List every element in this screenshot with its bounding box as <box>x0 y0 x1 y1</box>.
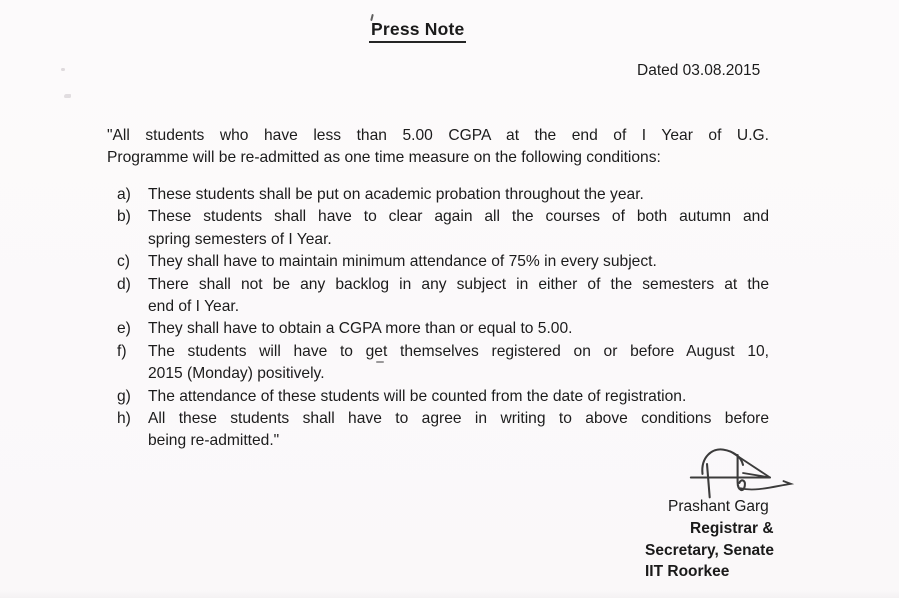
scan-edge-shadow <box>0 590 899 598</box>
condition-letter: h) <box>117 410 131 428</box>
signatory-organization: IIT Roorkee <box>645 563 730 580</box>
signatory-name: Prashant Garg <box>668 498 769 515</box>
signatory-role: Registrar & <box>690 520 774 537</box>
condition-letter: a) <box>117 186 131 203</box>
condition-line: There shall not be any backlog in any subject in either of the semesters at the <box>148 275 769 293</box>
condition-line: These students shall have to clear again all the courses of both autumn and <box>148 208 769 226</box>
scan-artifact <box>64 94 71 98</box>
conditions-list <box>117 184 769 453</box>
condition-item-f <box>117 341 769 386</box>
condition-line: They shall have to obtain a CGPA more than or equal to 5.00. <box>148 320 573 338</box>
handwritten-signature <box>686 446 800 500</box>
condition-item-g <box>117 386 769 408</box>
condition-line: 2015 (Monday) positively. <box>148 365 325 383</box>
condition-line: end of I Year. <box>148 298 240 316</box>
signatory-role: Secretary, Senate <box>645 542 774 559</box>
condition-letter: d) <box>117 275 131 293</box>
condition-line: spring semesters of I Year. <box>148 230 332 248</box>
condition-item-d <box>117 274 769 319</box>
condition-item-b <box>117 206 769 251</box>
intro-paragraph <box>107 125 769 169</box>
condition-letter: b) <box>117 208 131 226</box>
condition-letter: e) <box>117 320 131 338</box>
scan-artifact <box>61 68 65 71</box>
condition-item-a <box>117 184 769 206</box>
condition-letter: g) <box>117 387 131 405</box>
intro-line: "All students who have less than 5.00 CGPA at the end of I Year of U.G. <box>107 127 769 144</box>
condition-line: The students will have to get themselves registered on or before August 10, <box>148 342 769 360</box>
condition-letter: c) <box>117 253 130 271</box>
condition-line: being re-admitted." <box>148 432 280 450</box>
condition-item-e <box>117 318 769 340</box>
condition-item-c <box>117 251 769 273</box>
document-title: Press Note <box>369 19 466 43</box>
condition-letter: f) <box>117 342 127 360</box>
intro-line: Programme will be re-admitted as one time measure on the following conditions: <box>107 149 661 167</box>
condition-line: All these students shall have to agree in writing to above conditions before <box>148 410 769 428</box>
date-line: Dated 03.08.2015 <box>637 62 761 79</box>
condition-line: These students shall be put on academic probation throughout the year. <box>148 186 644 203</box>
condition-line: They shall have to maintain minimum attendance of 75% in every subject. <box>148 253 657 271</box>
scan-artifact <box>376 361 384 363</box>
condition-item-h <box>117 408 769 453</box>
condition-line: The attendance of these students will be counted from the date of registration. <box>148 387 687 405</box>
